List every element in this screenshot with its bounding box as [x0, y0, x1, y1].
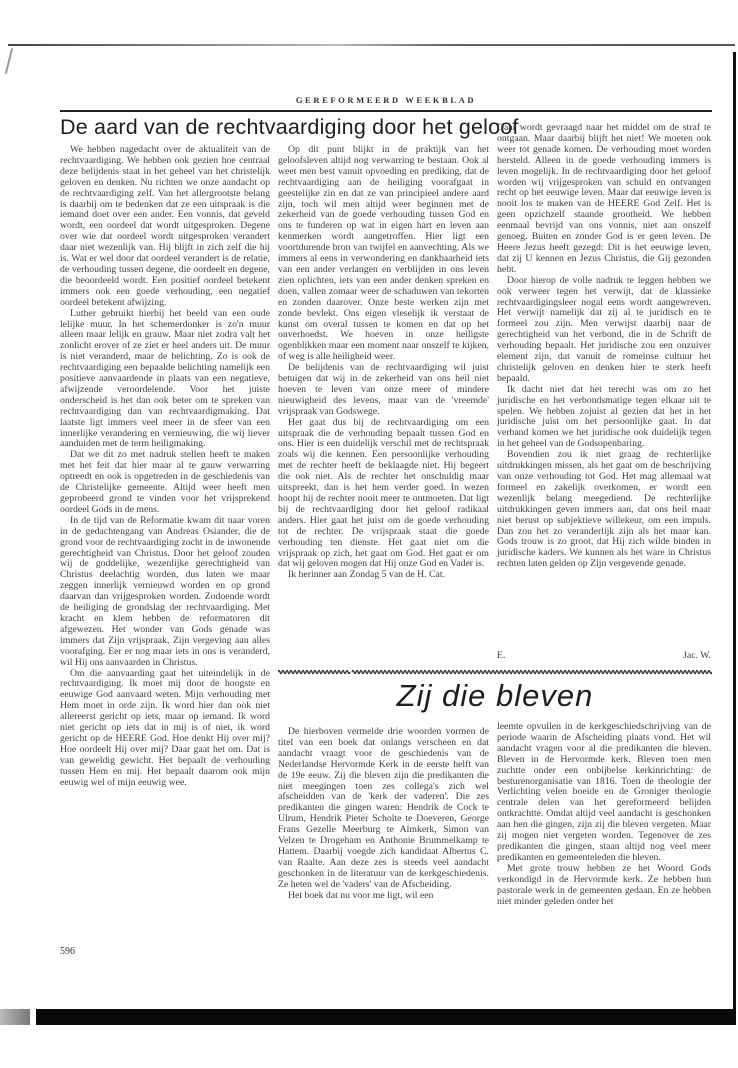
paragraph: Ik dacht niet dat het terecht was om zo het juridische en het verbondsmatige tegen elkaar uit te spelen. We hebben zojuist al gezien dat het in het juridische juist om het persoonlijke gaat. In dat verband komen we het juridische ook duidelijk tegen in het geheel van de Godsopenbaring.: [497, 383, 711, 450]
paragraph: Dat we dit zo met nadruk stellen heeft te maken met het feit dat hier maar al te gauw verwarring optreedt en ook is opgetreden in de geschiedenis van de Christelijke gemeente. Altijd weer heeft men geprobeerd grond te vinden voor het vrijsprekend oordeel Gods in de mens.: [60, 449, 270, 515]
scan-edge-bottom-left: [0, 1009, 30, 1025]
scan-edge-bottom: [36, 1009, 736, 1025]
signature-initial: E.: [497, 650, 506, 661]
wavy-divider-right: [352, 671, 712, 674]
scan-edge-top: [8, 44, 735, 46]
paragraph: De belijdenis van de rechtvaardiging wil juist betuigen dat wij in de zekerheid van ons heil niet hoeven te leven van onze meer of mindere nieuwigheid des levens, maar van de 'vreemde' vrijspraak van Godswege.: [278, 362, 489, 417]
article2-column-2: [278, 727, 489, 902]
paragraph: Met grote trouw hebben ze het Woord Gods verkondigd in de Hervormde kerk. Ze hebben hun pastorale werk in de gemeenten gedaan. En ze hebben niet minder geleden onder het: [497, 862, 711, 907]
paragraph: We hebben nagedacht over de aktualiteit van de rechtvaardiging. We hebben ook gezien hoe centraal deze belijdenis staat in het geheel van het christelijk geloven en denken. Nu richten we onze aandacht op de rechtvaardiging zelf. Van het allergrootste belang is daarbij om te bedenken dat ze een uitspraak is die iemand doet over een ander. Een vonnis, dat geveld wordt, een oordeel dat wordt uitgesproken. Degene over wie dat oordeel wordt uitgesproken verandert daar niet wezenlijk van. Hij blijft in zich zelf die hij is. Wat er wel door dat oordeel verandert is de relatie, de verhouding tussen degene, die oordeelt en degene, die beoordeeld wordt. Een positief oordeel betekent immers ook een goede verhouding, een negatief oordeel betekent afwijzing.: [60, 144, 270, 308]
page-number: 596: [60, 946, 75, 957]
scan-edge-corner: [5, 48, 13, 74]
paragraph: Daar wordt gevraagd naar het middel om de straf te ontgaan. Maar daarbij blijft het niet! We moeten ook weer tot genade komen. De verhouding moet worden hersteld. Alleen in de goede verhouding immers is leven mogelijk. In de rechtvaardiging door het geloof worden wij vrijgesproken van schuld en ontvangen recht op het eeuwige leven. Maar dat eeuwige leven is nooit los te maken van de HEERE God Zelf. Het is geen opzichzelf staande grootheid. We hebben eenmaal bevrijd van ons vonnis, niet aan onszelf genoeg. Buiten en zonder God is er geen leven. De Heere Jezus heeft gezegd: Dit is het eeuwige leven, dat zij U kennen en Jezus Christus, die Gij gezonden hebt.: [497, 122, 711, 275]
article1-signature: [497, 650, 711, 662]
article1-column-3: [497, 123, 711, 570]
wavy-divider-left: [278, 671, 350, 674]
paragraph: Om die aanvaarding gaat het uiteindelijk in de rechtvaardiging. Ik moet mij door de hoogste en eeuwige God aanvaard weten. Mijn verhouding met Hem moet in orde zijn. Ik word hier dan ook niet allereerst gericht op iets, maar op iemand. Ik word niet gericht op iets dat in mij is of niet, ik word gericht op de HEERE God. Hoe denkt Hij over mij? Hoe oordeelt Hij over mij? Daar gaat het om. Dat is van geweldig gewicht. Het bepaalt de verhouding tussen Hem en mij. Het bepaalt daarom ook mijn eeuwig wel of mijn eeuwig wee.: [60, 667, 270, 788]
paragraph: Het gaat dus bij de rechtvaardiging om een uitspraak die de verhouding bepaalt tussen God en ons. Hier is een duidelijk verschil met de rechtspraak zoals wij die kennen. Een persoonlijke verhouding met de rechter heeft de beklaagde niet. Hij begeert die ook niet. Als de rechter het onschuldig maar uitspreekt, dan is het hem verder goed. In wezen hoopt hij de rechter nooit meer te ontmoeten. Dat ligt bij de rechtvaardiging door het geloof radikaal anders. Hier gaat het juist om de goede verhouding tot de rechter. De vrijspraak staat die goede verhouding ten dienste. Het gaat niet om die vrijspraak op zich, het gaat om God. Het gaat er om dat wij geloven mogen dat Hij onze God en Vader is.: [278, 416, 489, 570]
paragraph: Op dit punt blijkt in de praktijk van het geloofsleven altijd nog verwarring te bestaan. Ook al weet men best vanuit opvoeding en prediking, dat de rechtvaardiging aan de heiliging voorafgaat in geestelijke zin en dat ze van principieel andere aard zijn, toch wil men altijd weer beginnen met de zekerheid van de goede verhouding tussen God en ons te funderen op wat in eigen hart en leven aan kenmerken wordt aangetroffen. Hier ligt een voortdurende bron van twijfel en aanvechting. Als we immers al eens in verwondering en dankbaarheid iets van een ander verlangen en verblijden in ons leven zien oplichten, iets van een ander denken spreken en doen, vallen zomaar weer de schaduwen van tekorten en zonden daarover. Onze beste werken zijn met zonde bevlekt. Ons eigen vleselijk ik verstaat de kunst om overal tussen te komen en dat op het onverhoedst. We hoeven in onze heiligste ogenblikken maar een moment naar onszelf te kijken, of weg is alle heiligheid weer.: [278, 144, 489, 363]
paragraph: In de tijd van de Reformatie kwam dit naar voren in de gedachtengang van Andreas Osiander, die de grond voor de rechtvaardiging zocht in de inwonende gerechtigheid van Christus. Door het geloof zouden wij de goddelijke, wezenlijke gerechtigheid van Christus deelachtig worden, dus laten we maar zeggen innerlijk vernieuwd worden en op grond daarvan dan vrijgesproken worden. Zodoende wordt de heiliging de grondslag der rechtvaardiging. Met kracht en klem hebben de reformatoren dit afgewezen. Het wonder van Gods genade was immers dat Zijn vrijspraak, Zijn vergeving aan alles voorafging. Eer er nog maar iets in ons is veranderd, wil Hij ons aanvaarden in Christus.: [60, 514, 270, 668]
paragraph: Het boek dat nu voor me ligt, wil een: [288, 889, 434, 901]
wavy-divider: [278, 668, 712, 676]
paragraph: De hierboven vermelde drie woorden vormen de titel van een boek dat onlangs verscheen en dat aandacht vraagt voor de geschiedenis van de Nederlandse Hervormde Kerk in de eerste helft van de 19e eeuw. Zij die bleven zijn die predikanten die niet meegingen toen zes collega's zich wel afscheidden van de 'kerk der vaderen'. Die zes predikanten die gingen waren: Hendrik de Cock te Ulrum, Hendrik Pieter Scholte te Doeveren, George Frans Gezelle Meerburg te Almkerk, Simon van Velzen te Drogeham en Anthonie Brummelkamp te Hattem. Daarbij voegde zich kandidaat Albertus C. van Raalte. Aan deze zes is steeds veel aandacht geschonken in de literatuur van de kerkgeschiedenis. Ze heten wel de 'vaders' van de Afscheiding.: [278, 726, 489, 890]
paragraph: Bovendien zou ik niet graag de rechterlijke uitdrukkingen missen, als het gaat om de beschrijving van onze verhouding tot God. Het mag allemaal wat formeel en zakelijk overkomen, er wordt een wezenlijk belang meegediend. De rechterlijke uitdrukkingen geven immers aan, dat ons heil maar niet berust op subjektieve willekeur, om een impuls. Dan zou het zo veranderlijk zijn als het maar kan. Gods trouw is zo groot, dat Hij zich wilde binden in juridische kaders. We kunnen als het ware in Christus rechten laten gelden op Zijn vergevende genade.: [497, 449, 711, 570]
paragraph: Door hierop de volle nadruk te leggen hebben we ook verweer tegen het verwijt, dat de klassieke rechtvaardigingsleer nogal eens wordt aangewreven. Het verwijt namelijk dat zij al te juridisch en te formeel zou zijn. Men verwijst daarbij naar de gerechtigheid van het verbond, die in de Schrift de verhouding bepaalt. Het juridische zou een onzuiver element zijn, dat vanuit de romeinse cultuur het christelijk geloven en denken hier te sterk heeft bepaald.: [497, 274, 711, 384]
article1-column-2: [278, 145, 489, 581]
article2-column-3: [497, 722, 711, 907]
article2-title: Zij die bleven: [396, 678, 594, 713]
header-rule: [60, 110, 712, 112]
paragraph: Luther gebruikt hierbij het beeld van een oude lelijke muur. In het schemerdonker is zo'n muur alleen maar lelijk en grauw. Maar niet zodra valt het zonlicht erover of ze ziet er heel anders uit. De muur is niet veranderd, maar de belichting. Zo is ook de rechtvaardiging een bepaalde belichting namelijk een positieve aanvaardende in plaats van een negatieve, afwijzende veroordelende. Voor het juiste onderscheid is het dan ook beter om te spreken van rechtvaardiging dan van rechtvaardigmaking. Dat laatste ligt immers veel meer in de sfeer van een innerlijke verandering en vernieuwing, die wij liever aanduiden met de term heiligmaking.: [60, 307, 270, 450]
signature-author: Jac. W.: [683, 650, 711, 661]
article1-title: De aard van de rechtvaardiging door het geloof: [60, 115, 519, 139]
paragraph: leemte opvullen in de kerkgeschiedschrijving van de periode waarin de Afscheiding plaats vond. Het wil aandacht vragen voor al die predikanten die bleven. Bleven in de Hervormde kerk. Bleven toen men zuchtte onder een onbijbelse kerkinrichting: de besturenorganisatie van 1816. Toen de theologie der Verlichting velen boeide en de Groniger theologie centrale delen van het gereformeerd belijden ontkrachtte. Omdat altijd veel aandacht is geschonken aan hen die gingen, zijn zij die bleven vergeten. Maar zij mogen niet vergeten worden. Tegenover de zes predikanten die gingen, staan altijd nog veel meer predikanten en gemeenteleden die bleven.: [497, 721, 711, 863]
running-head: GEREFORMEERD WEEKBLAD: [295, 95, 477, 105]
article1-column-1: [60, 145, 270, 788]
paragraph: Ik herinner aan Zondag 5 van de H. Cat.: [288, 569, 446, 581]
scan-edge-right: [733, 52, 736, 1012]
